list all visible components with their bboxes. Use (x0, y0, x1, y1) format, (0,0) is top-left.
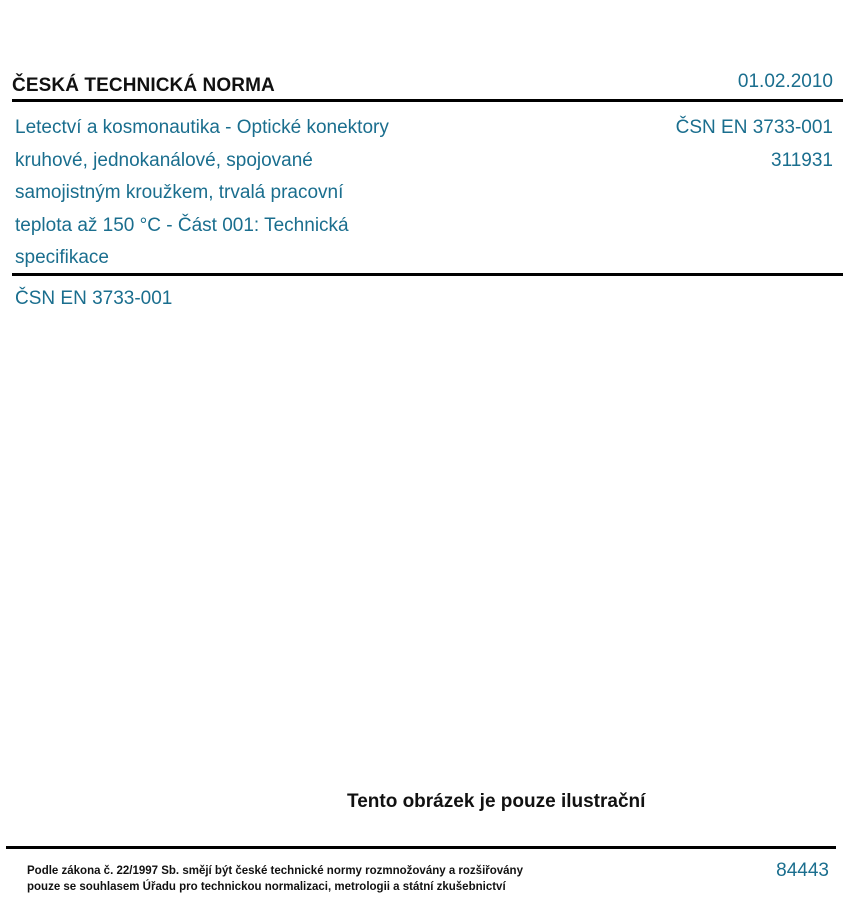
legal-notice-line: Podle zákona č. 22/1997 Sb. smějí být české technické normy rozmnožovány a rozšiřovány (27, 865, 523, 877)
footer-divider (6, 846, 836, 849)
document-title-line: samojistným kroužkem, trvalá pracovní (15, 182, 344, 203)
header-divider (12, 99, 843, 102)
standard-number: ČSN EN 3733-001 (675, 117, 833, 138)
document-title-line: kruhové, jednokanálové, spojované (15, 149, 313, 171)
document-title-line: teplota až 150 °C - Část 001: Technická (15, 214, 349, 236)
document-title-line: specifikace (15, 247, 109, 268)
publication-date: 01.02.2010 (737, 71, 833, 92)
legal-notice-line: pouze se souhlasem Úřadu pro technickou normalizaci, metrologii a státní zkušebnictví (27, 881, 506, 893)
legal-notice (27, 863, 523, 895)
norm-type-heading: ČESKÁ TECHNICKÁ NORMA (12, 75, 275, 96)
document-code: 84443 (776, 860, 829, 881)
document-title (15, 112, 455, 275)
document-title-line: Letectví a kosmonautika - Optické konektory (15, 117, 389, 138)
catalog-number: 311931 (771, 150, 833, 171)
illustration-notice: Tento obrázek je pouze ilustrační (347, 791, 646, 812)
standard-reference: ČSN EN 3733-001 (15, 288, 173, 309)
title-divider (12, 273, 843, 276)
